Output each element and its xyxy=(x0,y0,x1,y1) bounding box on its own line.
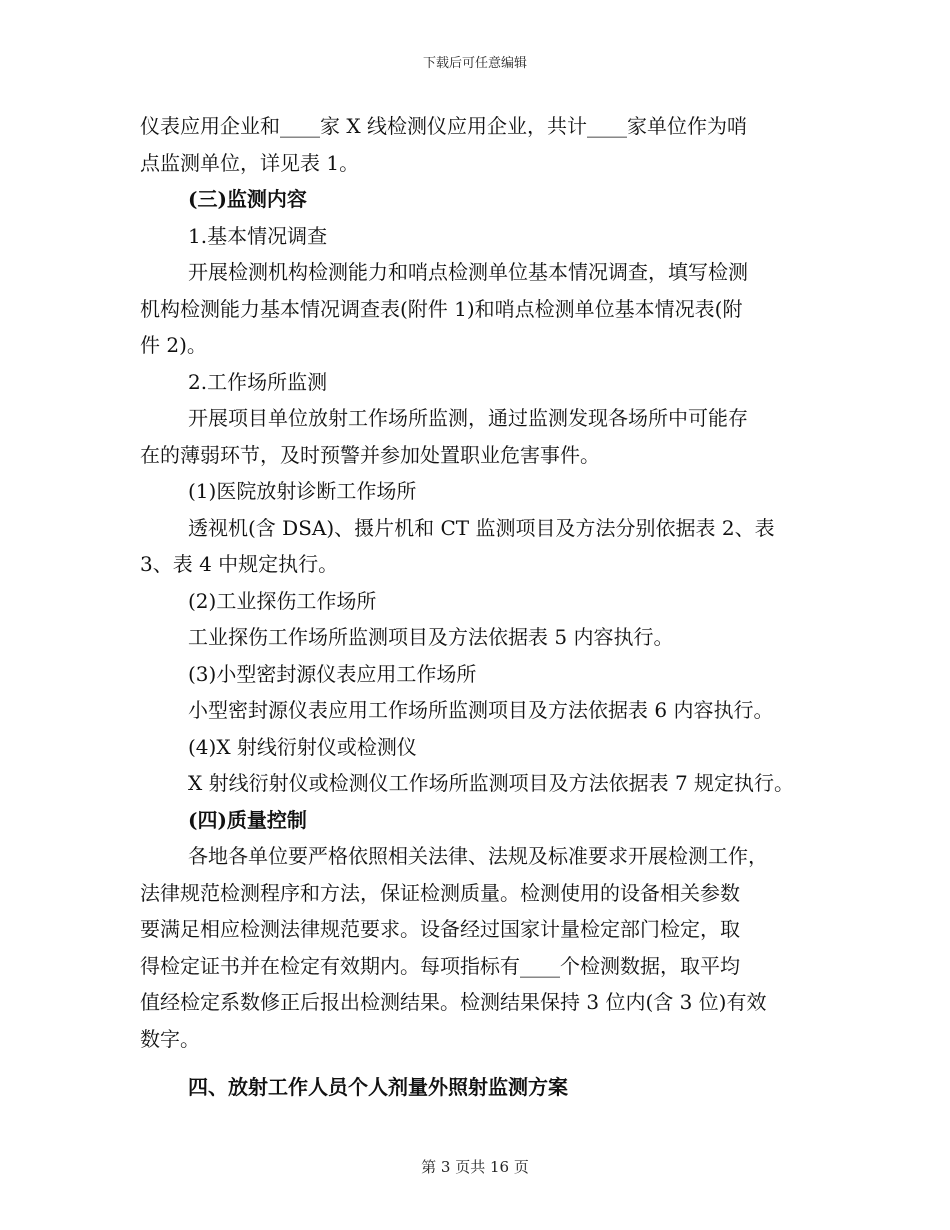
paragraph-line: 法律规范检测程序和方法，保证检测质量。检测使用的设备相关参数 xyxy=(140,880,740,905)
paragraph-line: 数字。 xyxy=(140,1026,200,1051)
paragraph-line: 得检定证书并在检定有效期内。每项指标有____个检测数据，取平均 xyxy=(140,953,740,978)
subsection-heading: 1.基本情况调查 xyxy=(188,223,328,248)
paragraph-line: 开展项目单位放射工作场所监测，通过监测发现各场所中可能存 xyxy=(188,406,748,430)
spacer xyxy=(140,1057,830,1069)
page-footer: 第 3 页共 16 页 xyxy=(421,1158,529,1176)
paragraph-line: 要满足相应检测法律规范要求。设备经过国家计量检定部门检定，取 xyxy=(140,917,740,941)
paragraph-line: 点监测单位，详见表 1。 xyxy=(140,150,360,175)
document-body xyxy=(140,108,830,1106)
paragraph-line: 3、表 4 中规定执行。 xyxy=(140,552,339,576)
page-header: 下载后可任意编辑 xyxy=(422,56,527,71)
chapter-heading: 四、放射工作人员个人剂量外照射监测方案 xyxy=(188,1075,568,1099)
paragraph-line: 开展检测机构检测能力和哨点检测单位基本情况调查，填写检测 xyxy=(188,260,748,284)
paragraph-line: 小型密封源仪表应用工作场所监测项目及方法依据表 6 内容执行。 xyxy=(188,698,774,722)
item-heading: (4)X 射线衍射仪或检测仪 xyxy=(188,734,417,759)
paragraph-line: X 射线衍射仪或检测仪工作场所监测项目及方法依据表 7 规定执行。 xyxy=(188,771,795,795)
item-heading: (1)医院放射诊断工作场所 xyxy=(188,479,417,503)
paragraph-line: 在的薄弱环节，及时预警并参加处置职业危害事件。 xyxy=(140,442,600,467)
item-heading: (2)工业探伤工作场所 xyxy=(188,588,377,613)
item-heading: (3)小型密封源仪表应用工作场所 xyxy=(188,661,477,686)
paragraph-line: 透视机(含 DSA)、摄片机和 CT 监测项目及方法分别依据表 2、表 xyxy=(188,515,775,540)
section-heading: (三)监测内容 xyxy=(188,187,307,211)
section-heading: (四)质量控制 xyxy=(188,807,307,832)
paragraph-line: 件 2)。 xyxy=(140,333,207,357)
paragraph-line: 机构检测能力基本情况调查表(附件 1)和哨点检测单位基本情况表(附 xyxy=(140,296,743,321)
subsection-heading: 2.工作场所监测 xyxy=(188,369,328,394)
paragraph-line: 值经检定系数修正后报出检测结果。检测结果保持 3 位内(含 3 位)有效 xyxy=(140,990,767,1014)
paragraph-line: 工业探伤工作场所监测项目及方法依据表 5 内容执行。 xyxy=(188,625,674,649)
paragraph-line: 各地各单位要严格依照相关法律、法规及标准要求开展检测工作， xyxy=(188,844,768,868)
paragraph-line: 仪表应用企业和____家 X 线检测仪应用企业，共计____家单位作为哨 xyxy=(140,114,747,138)
